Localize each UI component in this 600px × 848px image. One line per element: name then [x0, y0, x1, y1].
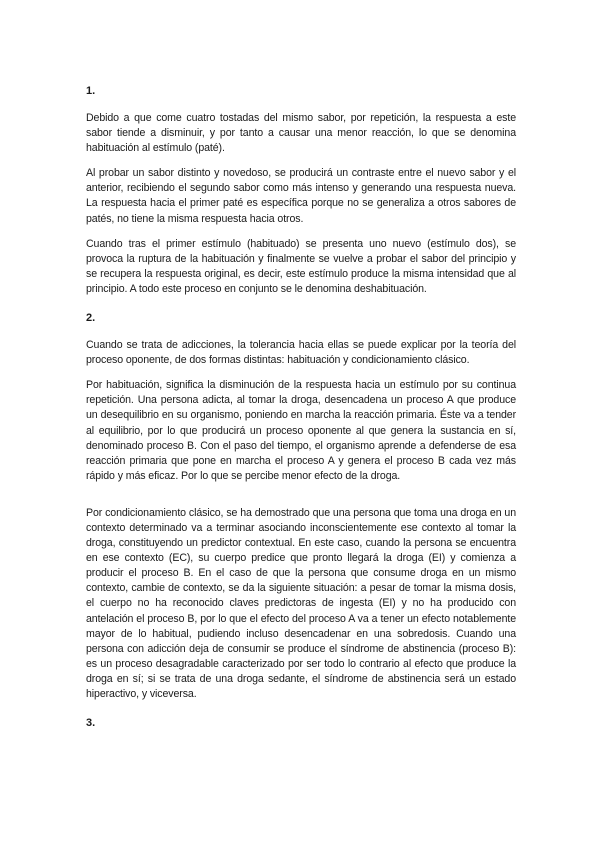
section-heading-2: 2. — [86, 312, 96, 325]
paragraph: Debido a que come cuatro tostadas del mismo sabor, por repetición, la respuesta a este sabor tiende a disminuir, y por tanto a causar una menor reacción, lo que se denomina habituación al estímulo (paté). — [86, 112, 516, 155]
paragraph: Cuando tras el primer estímulo (habituado) se presenta uno nuevo (estímulo dos), se provoca la ruptura de la habituación y finalmente se vuelve a probar el sabor del principio y se recupera la respuesta original, es decir, este estímulo produce la misma intensidad que al principio. A todo este proceso en conjunto se le denomina deshabituación. — [86, 237, 516, 295]
paragraph: Al probar un sabor distinto y novedoso, se producirá un contraste entre el nuevo sabor y el anterior, recibiendo el segundo sabor como más intenso y generando una respuesta nueva. La respuesta hacia el primer paté es específica porque no se generaliza a otros sabores de patés, no tiene la misma respuesta hacia otros. — [86, 167, 516, 225]
section-heading-1: 1. — [86, 85, 96, 97]
paragraph: Cuando se trata de adicciones, la tolerancia hacia ellas se puede explicar por la teoría del proceso oponente, de dos formas distintas: habituación y condicionamiento clásico. — [86, 339, 516, 367]
section-heading-3: 3. — [86, 717, 96, 730]
document-body — [86, 84, 516, 730]
paragraph: Por condicionamiento clásico, se ha demostrado que una persona que toma una droga en un contexto determinado va a terminar asociando inconscientemente ese contexto al tomar la droga, constituyendo un predictor contextual. En este caso, cuando la persona se encuentra en ese contexto (EC), su cuerpo predice que pronto llegará la droga (EI) y comienza a producir el proceso B. En el caso de que la persona que consume droga en un mismo contexto, cambie de contexto, se da la siguiente situación: a pesar de tomar la misma dosis, el cuerpo no ha reconocido claves predictoras de ingesta (EI) y no ha producido con antelación el proceso B, por lo que el efecto del proceso A va a tener un efecto notablemente mayor de lo habitual, pudiendo incluso desencadenar en una sobredosis. Cuando una persona con adicción deja de consumir se produce el síndrome de abstinencia (proceso B): es un proceso desagradable caracterizado por ser todo lo contrario al efecto que produce la droga en sí; si se trata de una droga sedante, el síndrome de abstinencia será un estado hiperactivo, y viceversa. — [86, 506, 516, 700]
paragraph: Por habituación, significa la disminución de la respuesta hacia un estímulo por su continua repetición. Una persona adicta, al tomar la droga, desencadena un proceso A que produce un desequilibrio en su organismo, poniendo en marcha la reacción primaria. Éste va a tender al equilibrio, por lo que producirá un proceso oponente al que genera la sustancia en sí, denominado proceso B. Con el paso del tiempo, el organismo aprende a defenderse de esa reacción primaria que pone en marcha el proceso A y genera el proceso B cada vez más rápido y más eficaz. Por lo que se percibe menor efecto de la droga. — [86, 379, 516, 482]
